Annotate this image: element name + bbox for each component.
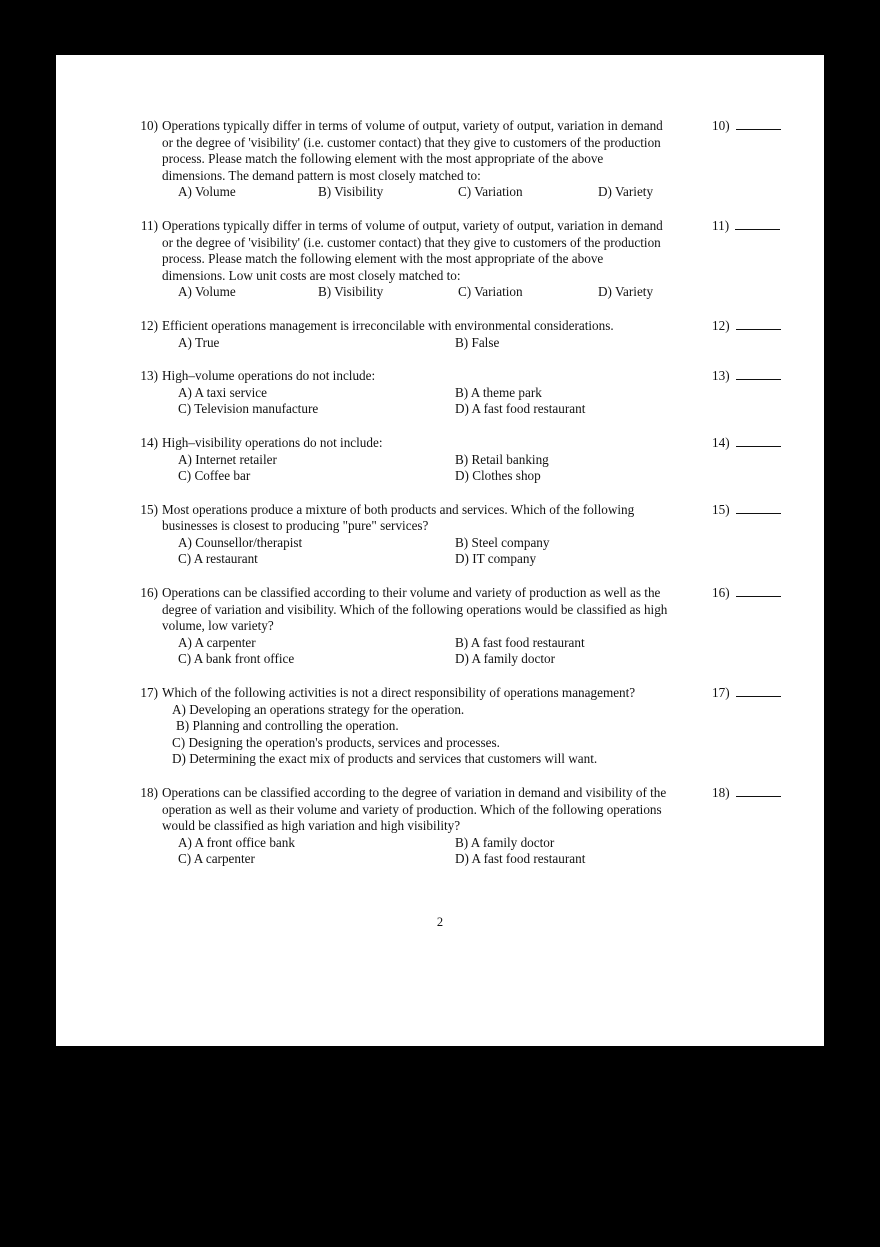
answer-options (140, 835, 688, 868)
answer-option-row (140, 635, 688, 652)
question-12 (140, 318, 780, 351)
answer-option[interactable]: B) Retail banking (455, 451, 549, 467)
answer-option[interactable]: A) Internet retailer (178, 451, 277, 467)
question-15 (140, 502, 780, 568)
answer-blank[interactable] (712, 318, 781, 335)
question-stem-line (140, 785, 688, 802)
answer-blank[interactable] (712, 785, 781, 802)
answer-blank-rule[interactable] (736, 118, 781, 130)
answer-option-row (140, 385, 688, 402)
question-10 (140, 118, 780, 201)
question-stem (140, 502, 688, 568)
answer-option-row (140, 851, 688, 868)
answer-option[interactable]: C) A carpenter (178, 851, 255, 867)
answer-options (140, 452, 688, 485)
answer-option[interactable]: C) Variation (458, 284, 523, 300)
answer-option-row (140, 335, 688, 352)
question-stem-line (140, 135, 688, 152)
answer-options (140, 702, 688, 768)
answer-option[interactable]: A) True (178, 334, 220, 350)
question-stem-line (140, 685, 688, 702)
answer-option[interactable]: C) Designing the operation's products, services and processes. (172, 734, 500, 750)
answer-option-row (140, 835, 688, 852)
answer-option[interactable]: D) Variety (598, 284, 654, 300)
question-text: volume, low variety? (162, 618, 274, 634)
answer-blank-number: 15) (712, 501, 730, 517)
question-16 (140, 585, 780, 668)
question-stem-line (140, 368, 688, 385)
question-stem (140, 685, 688, 768)
answer-option[interactable]: B) Visibility (318, 184, 384, 200)
answer-option[interactable]: B) Steel company (455, 534, 550, 550)
question-stem-line (140, 251, 688, 268)
answer-option[interactable]: B) Planning and controlling the operation. (176, 718, 399, 734)
question-text: would be classified as high variation and high visibility? (162, 818, 461, 834)
answer-option[interactable]: C) A restaurant (178, 551, 258, 567)
question-stem-line (140, 818, 688, 835)
question-number: 12) (140, 317, 158, 333)
question-number: 15) (140, 501, 158, 517)
answer-option-row (140, 284, 688, 301)
question-text: Efficient operations management is irreconcilable with environmental considerations. (162, 317, 614, 333)
answer-blank-number: 12) (712, 317, 730, 333)
answer-options (140, 335, 688, 352)
question-text: operation as well as their volume and variety of production. Which of the following operations (162, 801, 662, 817)
question-number: 10) (140, 118, 158, 133)
answer-option-row (140, 452, 688, 469)
question-stem-line (140, 435, 688, 452)
question-text: Operations can be classified according to their volume and variety of production as well as the (162, 585, 661, 601)
question-stem-line (140, 168, 688, 185)
page-number: 2 (436, 915, 444, 929)
answer-option[interactable]: A) A carpenter (178, 634, 256, 650)
answer-option[interactable]: B) Visibility (318, 284, 384, 300)
answer-option[interactable]: A) A taxi service (178, 384, 267, 400)
answer-blank[interactable] (712, 502, 781, 519)
answer-option[interactable]: B) A fast food restaurant (455, 634, 585, 650)
question-text: degree of variation and visibility. Which of the following operations would be classified as high (162, 601, 668, 617)
answer-option[interactable]: C) Variation (458, 184, 523, 200)
question-stem-line (140, 802, 688, 819)
page-sheet (56, 55, 824, 1046)
question-text: businesses is closest to producing "pure" services? (162, 518, 429, 534)
answer-option[interactable]: D) A family doctor (455, 651, 555, 667)
answer-blank-rule[interactable] (735, 218, 780, 230)
question-text: or the degree of 'visibility' (i.e. customer contact) that they give to customers of the production (162, 134, 661, 150)
answer-options (140, 284, 688, 301)
answer-blank-number: 17) (712, 685, 730, 701)
question-number: 17) (140, 685, 158, 701)
question-14 (140, 435, 780, 485)
question-stem (140, 318, 688, 351)
answer-option[interactable]: D) Determining the exact mix of products and services that customers will want. (172, 751, 598, 767)
question-text: dimensions. The demand pattern is most closely matched to: (162, 167, 481, 183)
answer-blank-rule[interactable] (736, 368, 781, 380)
answer-option[interactable]: A) Counsellor/therapist (178, 534, 303, 550)
question-18 (140, 785, 780, 868)
question-stem-line (140, 602, 688, 619)
question-stem-line (140, 151, 688, 168)
question-stem (140, 785, 688, 868)
answer-option[interactable]: D) A fast food restaurant (455, 851, 586, 867)
answer-blank-rule[interactable] (736, 785, 781, 797)
answer-option[interactable]: C) Coffee bar (178, 468, 251, 484)
question-stem-line (140, 118, 688, 135)
question-text: Operations typically differ in terms of volume of output, variety of output, variation in demand (162, 118, 663, 133)
answer-option[interactable]: A) Volume (178, 284, 236, 300)
question-number: 16) (140, 585, 158, 601)
answer-blank[interactable] (712, 118, 781, 135)
answer-blank-rule[interactable] (736, 685, 781, 697)
question-11 (140, 218, 780, 301)
question-stem (140, 218, 688, 301)
answer-options (140, 635, 688, 668)
question-stem (140, 118, 688, 201)
answer-blank-rule[interactable] (736, 318, 781, 330)
question-stem (140, 368, 688, 418)
answer-blank[interactable] (712, 585, 781, 602)
answer-option[interactable]: B) A theme park (455, 384, 542, 400)
answer-blank-number: 13) (712, 368, 730, 384)
question-text: Most operations produce a mixture of both products and services. Which of the following (162, 501, 635, 517)
question-number: 11) (140, 217, 158, 233)
answer-option[interactable]: A) A front office bank (178, 834, 295, 850)
answer-option-row (140, 535, 688, 552)
question-text: process. Please match the following element with the most appropriate of the above (162, 251, 604, 267)
answer-option-row (140, 651, 688, 668)
answer-options (140, 385, 688, 418)
answer-blank[interactable] (712, 685, 781, 702)
answer-blank-rule[interactable] (736, 502, 781, 514)
answer-blank[interactable] (712, 435, 781, 452)
answer-option-row (140, 401, 688, 418)
question-text: or the degree of 'visibility' (i.e. customer contact) that they give to customers of the production (162, 234, 661, 250)
answer-option[interactable]: C) Television manufacture (178, 401, 319, 417)
question-text: Operations can be classified according to the degree of variation in demand and visibility of the (162, 785, 667, 800)
answer-blank-rule[interactable] (736, 585, 781, 597)
answer-option[interactable]: D) Variety (598, 184, 654, 200)
question-number: 18) (140, 785, 158, 800)
answer-blank-number: 10) (712, 118, 730, 133)
question-stem (140, 585, 688, 668)
question-13 (140, 368, 780, 418)
question-text: Which of the following activities is not a direct responsibility of operations management? (162, 685, 636, 701)
question-stem-line (140, 235, 688, 252)
question-text: dimensions. Low unit costs are most closely matched to: (162, 267, 461, 283)
question-stem-line (140, 518, 688, 535)
question-text: Operations typically differ in terms of volume of output, variety of output, variation in demand (162, 217, 663, 233)
question-stem-line (140, 618, 688, 635)
question-stem-line (140, 318, 688, 335)
answer-option[interactable]: D) Clothes shop (455, 468, 541, 484)
answer-option-row (140, 184, 688, 201)
answer-option[interactable]: B) A family doctor (455, 834, 555, 850)
question-stem-line (140, 502, 688, 519)
answer-blank[interactable] (712, 368, 781, 385)
answer-blank[interactable] (712, 218, 780, 235)
answer-options (140, 535, 688, 568)
answer-option-row (140, 551, 688, 568)
question-stem (140, 435, 688, 485)
question-text: High–visibility operations do not include: (162, 434, 383, 450)
question-17 (140, 685, 780, 768)
answer-option[interactable]: A) Developing an operations strategy for the operation. (172, 701, 465, 717)
question-list (140, 118, 780, 885)
question-stem-line (140, 268, 688, 285)
answer-blank-rule[interactable] (736, 435, 781, 447)
question-number: 14) (140, 434, 158, 450)
answer-option[interactable]: C) A bank front office (178, 651, 295, 667)
answer-option[interactable]: A) Volume (178, 184, 236, 200)
question-text: High–volume operations do not include: (162, 368, 376, 384)
answer-blank-number: 16) (712, 585, 730, 601)
answer-blank-number: 18) (712, 785, 730, 800)
answer-option[interactable]: D) A fast food restaurant (455, 401, 586, 417)
answer-blank-number: 11) (712, 217, 730, 233)
answer-option[interactable]: D) IT company (455, 551, 537, 567)
answer-option-row (140, 468, 688, 485)
question-text: process. Please match the following element with the most appropriate of the above (162, 151, 604, 167)
question-number: 13) (140, 368, 158, 384)
answer-options (140, 184, 688, 201)
answer-option[interactable]: B) False (455, 334, 500, 350)
answer-blank-number: 14) (712, 434, 730, 450)
question-stem-line (140, 218, 688, 235)
question-stem-line (140, 585, 688, 602)
